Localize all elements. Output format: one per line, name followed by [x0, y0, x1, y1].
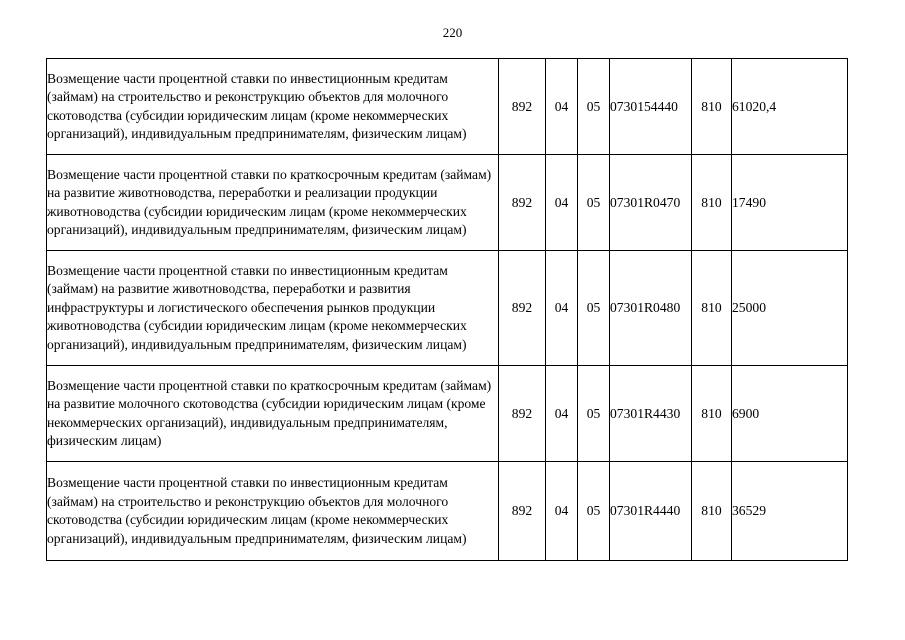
target-article-code: 07301R4440	[610, 462, 692, 561]
subsection-code: 05	[578, 462, 610, 561]
section-code: 04	[546, 251, 578, 366]
amount: 61020,4	[732, 59, 848, 155]
row-description: Возмещение части процентной ставки по инвестиционным кредитам (займам) на строительство и реконструкцию объектов для молочного скотоводства (субсидии юридическим лицам (кроме некоммерческих организаций), индивидуальным предпринимателям, физическим лицам)	[47, 462, 499, 561]
amount: 36529	[732, 462, 848, 561]
row-description: Возмещение части процентной ставки по краткосрочным кредитам (займам) на развитие животноводства, переработки и реализации продукции животноводства (субсидии юридическим лицам (кроме некоммерческих организаций), индивидуальным предпринимателям, физическим лицам)	[47, 155, 499, 251]
expense-type-code: 810	[692, 366, 732, 462]
table-row	[47, 366, 848, 462]
subsection-code: 05	[578, 59, 610, 155]
ministry-code: 892	[499, 251, 546, 366]
subsection-code: 05	[578, 251, 610, 366]
target-article-code: 07301R0470	[610, 155, 692, 251]
expense-type-code: 810	[692, 155, 732, 251]
section-code: 04	[546, 155, 578, 251]
table-row	[47, 462, 848, 561]
ministry-code: 892	[499, 155, 546, 251]
expense-type-code: 810	[692, 462, 732, 561]
target-article-code: 07301R0480	[610, 251, 692, 366]
target-article-code: 07301R4430	[610, 366, 692, 462]
ministry-code: 892	[499, 366, 546, 462]
row-description: Возмещение части процентной ставки по инвестиционным кредитам (займам) на строительство и реконструкцию объектов для молочного скотоводства (субсидии юридическим лицам (кроме некоммерческих организаций), индивидуальным предпринимателям, физическим лицам)	[47, 59, 499, 155]
subsection-code: 05	[578, 155, 610, 251]
table-row	[47, 59, 848, 155]
section-code: 04	[546, 462, 578, 561]
row-description: Возмещение части процентной ставки по инвестиционным кредитам (займам) на развитие животноводства, переработки и развития инфраструктуры и логистического обеспечения рынков продукции животноводства (субсидии юридическим лицам (кроме некоммерческих организаций), индивидуальным предпринимателям, физическим лицам)	[47, 251, 499, 366]
ministry-code: 892	[499, 59, 546, 155]
table-row	[47, 251, 848, 366]
row-description: Возмещение части процентной ставки по краткосрочным кредитам (займам) на развитие молочного скотоводства (субсидии юридическим лицам (кроме некоммерческих организаций), индивидуальным предпринимателям, физическим лицам)	[47, 366, 499, 462]
page-number: 220	[442, 25, 463, 40]
table-row	[47, 155, 848, 251]
expense-type-code: 810	[692, 59, 732, 155]
amount: 17490	[732, 155, 848, 251]
section-code: 04	[546, 59, 578, 155]
expense-type-code: 810	[692, 251, 732, 366]
ministry-code: 892	[499, 462, 546, 561]
section-code: 04	[546, 366, 578, 462]
target-article-code: 0730154440	[610, 59, 692, 155]
budget-table	[46, 58, 848, 561]
subsection-code: 05	[578, 366, 610, 462]
amount: 25000	[732, 251, 848, 366]
amount: 6900	[732, 366, 848, 462]
